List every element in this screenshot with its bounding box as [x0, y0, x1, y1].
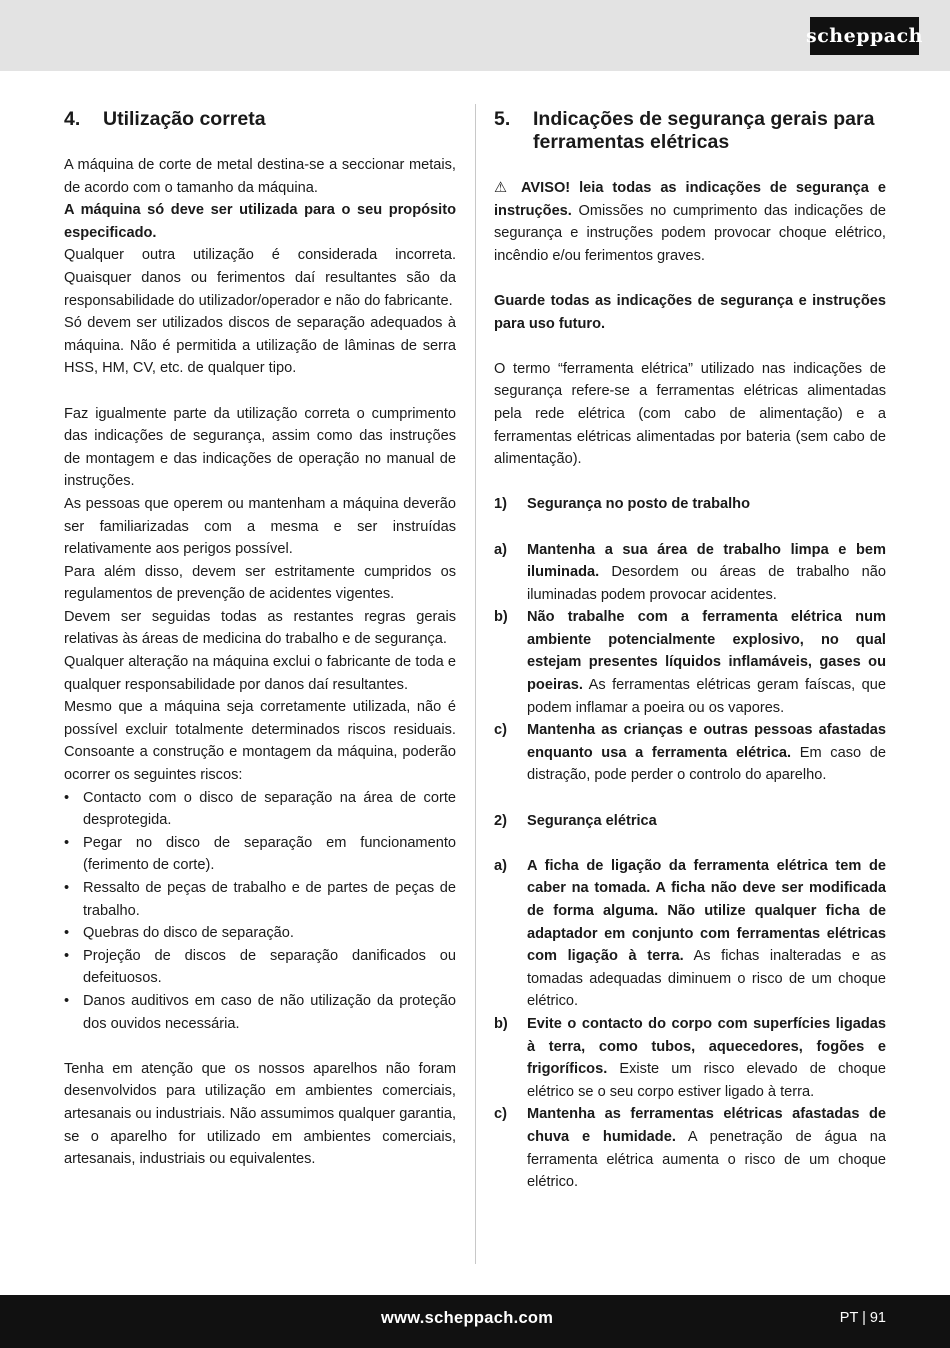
item-bold: Mantenha a sua área de trabalho limpa e bem iluminada. [527, 541, 886, 581]
column-divider [475, 104, 476, 1264]
bullet: • [64, 992, 70, 1009]
safety-compliance-paragraph: Faz igualmente parte da utilização correta o cumprimento das indicações de segurança, assim como das instruções de montagem e das indicações de operação no manual de instruções. [64, 405, 456, 490]
warranty-paragraph: Tenha em atenção que os nossos aparelhos não foram desenvolvidos para utilização em ambientes comerciais, artesanais ou industriais. Não assumimos qualquer garantia, se o aparelho for utilizado em ambientes comerciais, artesanais, industriais ou equivalentes. [64, 1060, 456, 1168]
discs-paragraph: Só devem ser utilizados discos de separação adequados à máquina. Não é permitida a utilização de lâminas de serra HSS, HM, CV, etc. de qualquer tipo. [64, 315, 456, 377]
item-text: As ferramentas elétricas geram faíscas, que podem inflamar a poeira ou os vapores. [527, 677, 887, 716]
footer-band [0, 1295, 950, 1348]
section-4-title: Utilização correta [103, 108, 266, 130]
item-bold: A ficha de ligação da ferramenta elétrica tem de caber na tomada. A ficha não deve ser modificada de forma alguma. Não utilize qualquer ficha de adaptador em conjunto com ferramentas elétricas com ligação à terra. [527, 857, 886, 965]
list-item: • Danos auditivos em caso de não utilização da proteção dos ouvidos necessária. [64, 990, 456, 1035]
list-item: • Quebras do disco de separação. [64, 922, 456, 945]
item-letter: c) [494, 1106, 507, 1123]
item-text: Em caso de distração, pode perder o controlo do aparelho. [527, 744, 887, 784]
section-5-heading [494, 108, 886, 154]
section-4-heading [64, 108, 456, 131]
item-bold: Mantenha as ferramentas elétricas afastadas de chuva e humidade. [527, 1106, 886, 1145]
warning-text: Omissões no cumprimento das indicações de segurança e instruções podem provocar choque elétrico, incêndio e/ou ferimentos graves. [494, 202, 886, 264]
bullet: • [64, 947, 70, 964]
item-letter: a) [494, 857, 507, 874]
item-bold: Não trabalhe com a ferramenta elétrica num ambiente potencialmente explosivo, no qual estejam presentes líquidos inflamáveis, gases ou poeiras. [527, 609, 886, 694]
subsection-1-heading [494, 493, 886, 516]
section-4-number: 4. [64, 108, 81, 130]
risk-list [64, 787, 456, 1036]
term-paragraph: O termo “ferramenta elétrica” utilizado nas indicações de segurança refere-se a ferramentas elétricas alimentadas pela rede elétrica (com cabo de alimentação) e a ferramentas elétricas alimentadas por bateria (sem cabo de alimentação). [494, 360, 886, 468]
item-text: Desordem ou áreas de trabalho não iluminadas podem provocar acidentes. [527, 564, 886, 603]
bullet: • [64, 925, 70, 942]
list-item: • Pegar no disco de separação em funcionamento (ferimento de corte). [64, 832, 456, 877]
list-item [494, 855, 886, 1013]
item-letter: b) [494, 609, 508, 626]
subsection-2-title: Segurança elétrica [527, 812, 657, 829]
section-5-title: Indicações de segurança gerais para ferramentas elétricas [533, 108, 875, 153]
warning-icon: ⚠ [494, 180, 512, 196]
spacer [494, 516, 886, 539]
warning-bold: AVISO! leia todas as indicações de segurança e instruções. [494, 180, 886, 219]
keep-instructions-paragraph: Guarde todas as indicações de segurança e instruções para uso futuro. [494, 292, 886, 332]
bullet: • [64, 880, 70, 896]
item-letter: b) [494, 1015, 508, 1032]
item-text: Existe um risco elevado de choque elétrico se o seu corpo estiver ligado à terra. [527, 1061, 886, 1100]
subsection-2-number: 2) [494, 812, 507, 829]
subsection-1-number: 1) [494, 496, 507, 513]
residual-risks-paragraph: Mesmo que a máquina seja corretamente utilizada, não é possível excluir totalmente determinados riscos residuais. Consoante a construção e montagem da máquina, poderão ocorrer os seguintes riscos: [64, 699, 456, 784]
spacer [494, 267, 886, 290]
spacer [494, 471, 886, 494]
incorrect-use-paragraph: Qualquer outra utilização é considerada incorreta. Quaisquer danos ou ferimentos daí resultantes são da responsabilidade do utilizador/operador e não do fabricante. [64, 247, 456, 309]
spacer [494, 787, 886, 810]
spacer [494, 832, 886, 855]
item-bold: Evite o contacto do corpo com superfícies ligadas à terra, como tubos, aquecedores, fogões e frigoríficos. [527, 1015, 886, 1078]
item-text: As fichas inalteradas e as tomadas adequadas diminuem o risco de um choque elétrico. [527, 948, 886, 1010]
bullet: • [64, 834, 70, 851]
item-letter: c) [494, 722, 507, 739]
list-item: • Ressalto de peças de trabalho e de partes de peças de trabalho. [64, 877, 456, 922]
intended-use-paragraph: A máquina de corte de metal destina-se a seccionar metais, de acordo com o tamanho da máquina. [64, 157, 456, 196]
purpose-only-paragraph: A máquina só deve ser utilizada para o seu propósito especificado. [64, 202, 456, 241]
list-item [494, 606, 886, 719]
list-item [494, 719, 886, 787]
list-item: • Projeção de discos de separação danificados ou defeituosos. [64, 945, 456, 990]
item-bold: Mantenha as crianças e outras pessoas afastadas enquanto usa a ferramenta elétrica. [527, 722, 886, 761]
operators-paragraph: As pessoas que operem ou mantenham a máquina deverão ser familiarizadas com a mesma e ser instruídas relativamente aos perigos possível. [64, 495, 456, 558]
right-column [494, 108, 886, 1194]
spacer [494, 335, 886, 358]
page-number: PT | 91 [839, 1310, 886, 1326]
list-item: • Contacto com o disco de separação na área de corte desprotegida. [64, 787, 456, 832]
list-item [494, 1103, 886, 1193]
item-letter: a) [494, 541, 507, 558]
regulations-paragraph: Para além disso, devem ser estritamente cumpridos os regulamentos de prevenção de acidentes vigentes. [64, 563, 456, 603]
subsection-1-title: Segurança no posto de trabalho [527, 496, 750, 513]
section-5-number: 5. [494, 108, 511, 130]
item-text: A penetração de água na ferramenta elétrica aumenta o risco de um choque elétrico. [527, 1128, 886, 1191]
warning-paragraph [494, 177, 886, 267]
list-item [494, 539, 886, 607]
bullet: • [64, 789, 70, 806]
spacer [64, 380, 456, 403]
website-link[interactable]: www.scheppach.com [381, 1309, 554, 1327]
list-item [494, 1013, 886, 1103]
spacer [64, 1035, 456, 1058]
brand-logo: scheppach [810, 17, 919, 55]
subsection-2-heading [494, 810, 886, 833]
alteration-paragraph: Qualquer alteração na máquina exclui o fabricante de toda e qualquer responsabilidade por danos daí resultantes. [64, 654, 456, 693]
left-column [64, 108, 456, 1171]
rules-paragraph: Devem ser seguidas todas as restantes regras gerais relativas às áreas de medicina do trabalho e de segurança. [64, 608, 456, 648]
